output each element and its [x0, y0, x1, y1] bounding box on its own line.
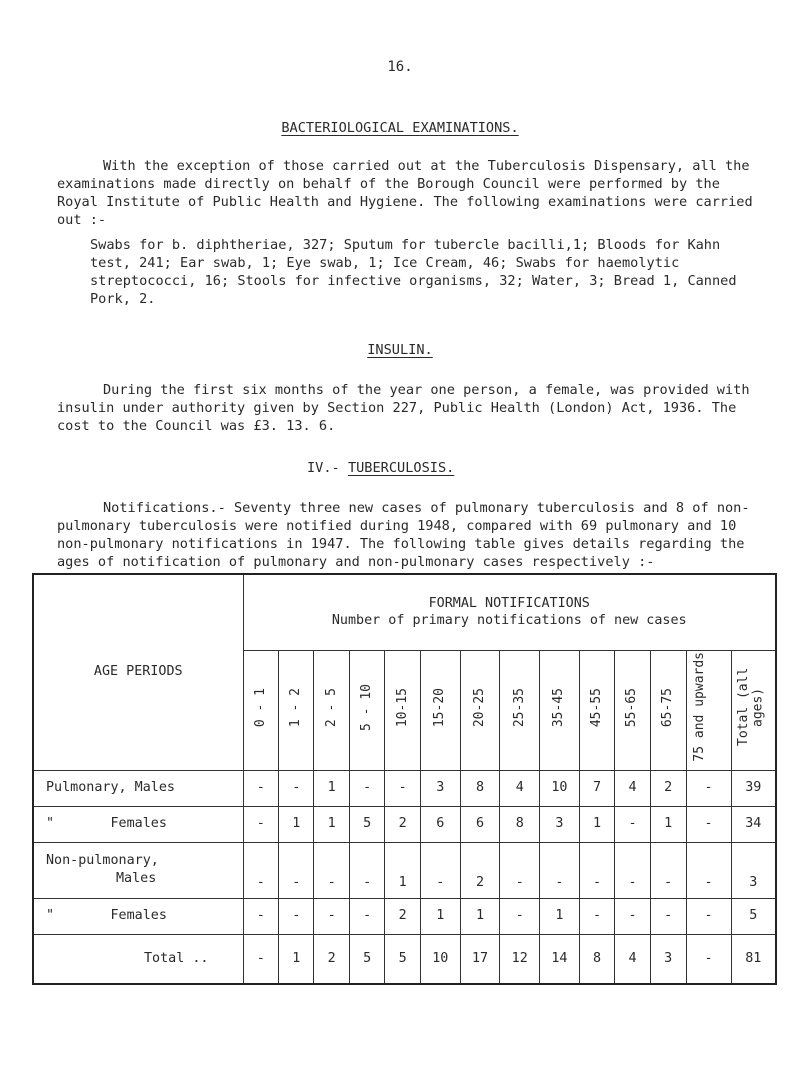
cell: - — [243, 842, 278, 898]
cell: 2 — [385, 806, 420, 842]
cell: - — [686, 806, 731, 842]
cell: - — [243, 770, 278, 806]
cell: 34 — [731, 806, 776, 842]
cell: 3 — [650, 934, 686, 984]
cell: 4 — [615, 770, 650, 806]
table-row-total — [33, 934, 776, 984]
row-label: " Females — [33, 806, 243, 842]
bacteriology-list: Swabs for b. diphtheriae, 327; Sputum for tubercle bacilli,1; Bloods for Kahn test, 241; Ear swab, 1; Eye swab, 1; Ice Cream, 46; Swabs for haemolytic streptococci, 16; Stools for infective organisms, 32; Water, 3; Bread 1, Canned Pork, 2. — [90, 237, 737, 307]
cell: 6 — [460, 806, 500, 842]
column-header: 75 and upwards — [686, 650, 731, 770]
cell: 1 — [314, 806, 349, 842]
cell: - — [615, 898, 650, 934]
tuberculosis-text — [57, 500, 757, 572]
cell: - — [420, 842, 460, 898]
cell: 1 — [579, 806, 614, 842]
bacteriology-heading — [0, 120, 800, 138]
cell: 2 — [314, 934, 349, 984]
cell: 1 — [540, 898, 580, 934]
cell: - — [615, 842, 650, 898]
column-header: 0 - 1 — [243, 650, 278, 770]
tuberculosis-heading — [307, 460, 454, 478]
cell: - — [314, 842, 349, 898]
cell: 2 — [385, 898, 420, 934]
insulin-text: During the first six months of the year one person, a female, was provided with insulin under authority given by Section 227, Public Health (London) Act, 1936. The cost to the Council was £3. 13. 6. — [57, 382, 750, 434]
row-label: Total .. — [33, 934, 243, 984]
cell: 14 — [540, 934, 580, 984]
notifications-lead: Notifications.- — [103, 500, 226, 516]
cell: - — [243, 934, 278, 984]
cell: 1 — [278, 806, 313, 842]
table-row — [33, 806, 776, 842]
cell: 2 — [650, 770, 686, 806]
cell: - — [385, 770, 420, 806]
column-header: 15-20 — [420, 650, 460, 770]
cell: 39 — [731, 770, 776, 806]
row-label: Pulmonary, Males — [33, 770, 243, 806]
cell: - — [500, 842, 540, 898]
column-header: 20-25 — [460, 650, 500, 770]
cell: 10 — [420, 934, 460, 984]
cell: 7 — [579, 770, 614, 806]
cell: 5 — [349, 806, 384, 842]
cell: 6 — [420, 806, 460, 842]
cell: 10 — [540, 770, 580, 806]
column-header: 10-15 — [385, 650, 420, 770]
cell: - — [650, 898, 686, 934]
cell: 1 — [278, 934, 313, 984]
cell: 1 — [650, 806, 686, 842]
cell: - — [349, 770, 384, 806]
table-row — [33, 842, 776, 898]
cell: - — [686, 898, 731, 934]
age-periods-header: AGE PERIODS — [33, 574, 243, 770]
column-header: Total (all ages) — [731, 650, 776, 770]
table-row — [33, 770, 776, 806]
tuberculosis-heading-text: TUBERCULOSIS. — [347, 460, 455, 476]
cell: 2 — [460, 842, 500, 898]
cell: - — [500, 898, 540, 934]
notifications-table — [32, 573, 777, 985]
cell: - — [686, 934, 731, 984]
cell: 12 — [500, 934, 540, 984]
column-header: 35-45 — [540, 650, 580, 770]
cell: - — [686, 842, 731, 898]
cell: 5 — [349, 934, 384, 984]
page-number: 16. — [387, 59, 413, 75]
row-label-line2: Males — [116, 871, 157, 886]
table-row — [33, 898, 776, 934]
column-header: 2 - 5 — [314, 650, 349, 770]
table-title-cell — [243, 574, 776, 650]
bacteriology-heading-text: BACTERIOLOGICAL EXAMINATIONS. — [281, 120, 519, 136]
row-label — [33, 842, 243, 898]
notifications-body: Seventy three new cases of pulmonary tuberculosis and 8 of non-pulmonary tuberculosis were notified during 1948, compared with 69 pulmonary and 10 non-pulmonary notifications in 1947. The following table gives details regarding the ages of notification of pulmonary and non-pulmonary cases respectively :- — [57, 500, 750, 570]
cell: 1 — [314, 770, 349, 806]
cell: - — [686, 770, 731, 806]
cell: 3 — [731, 842, 776, 898]
cell: 1 — [420, 898, 460, 934]
cell: 1 — [460, 898, 500, 934]
row-label: " Females — [33, 898, 243, 934]
cell: 17 — [460, 934, 500, 984]
cell: 8 — [500, 806, 540, 842]
column-header: 1 - 2 — [278, 650, 313, 770]
cell: - — [349, 842, 384, 898]
table-title-line2: Number of primary notifications of new cases — [331, 613, 687, 629]
cell: 4 — [615, 934, 650, 984]
cell: 81 — [731, 934, 776, 984]
column-header: 45-55 — [579, 650, 614, 770]
cell: - — [579, 898, 614, 934]
cell: - — [615, 806, 650, 842]
cell: - — [349, 898, 384, 934]
cell: - — [650, 842, 686, 898]
cell: 1 — [385, 842, 420, 898]
cell: 5 — [385, 934, 420, 984]
cell: - — [540, 842, 580, 898]
column-header: 65-75 — [650, 650, 686, 770]
cell: - — [278, 842, 313, 898]
cell: - — [278, 770, 313, 806]
cell: 8 — [460, 770, 500, 806]
section-number: IV.- — [307, 460, 340, 476]
cell: - — [579, 842, 614, 898]
cell: 8 — [579, 934, 614, 984]
cell: - — [314, 898, 349, 934]
column-header: 25-35 — [500, 650, 540, 770]
table-title-line1: FORMAL NOTIFICATIONS — [428, 595, 590, 611]
column-header: 55-65 — [615, 650, 650, 770]
cell: 4 — [500, 770, 540, 806]
insulin-heading — [0, 342, 800, 360]
column-header: 5 - 10 — [349, 650, 384, 770]
row-label-line1: Non-pulmonary, — [46, 853, 159, 869]
cell: 3 — [540, 806, 580, 842]
cell: - — [278, 898, 313, 934]
bacteriology-intro: With the exception of those carried out at the Tuberculosis Dispensary, all the examinations made directly on behalf of the Borough Council were performed by the Royal Institute of Public Health and Hygiene. The following examinations were carried out :- — [57, 158, 753, 228]
insulin-heading-text: INSULIN. — [367, 342, 433, 358]
cell: - — [243, 898, 278, 934]
cell: 5 — [731, 898, 776, 934]
cell: - — [243, 806, 278, 842]
cell: 3 — [420, 770, 460, 806]
